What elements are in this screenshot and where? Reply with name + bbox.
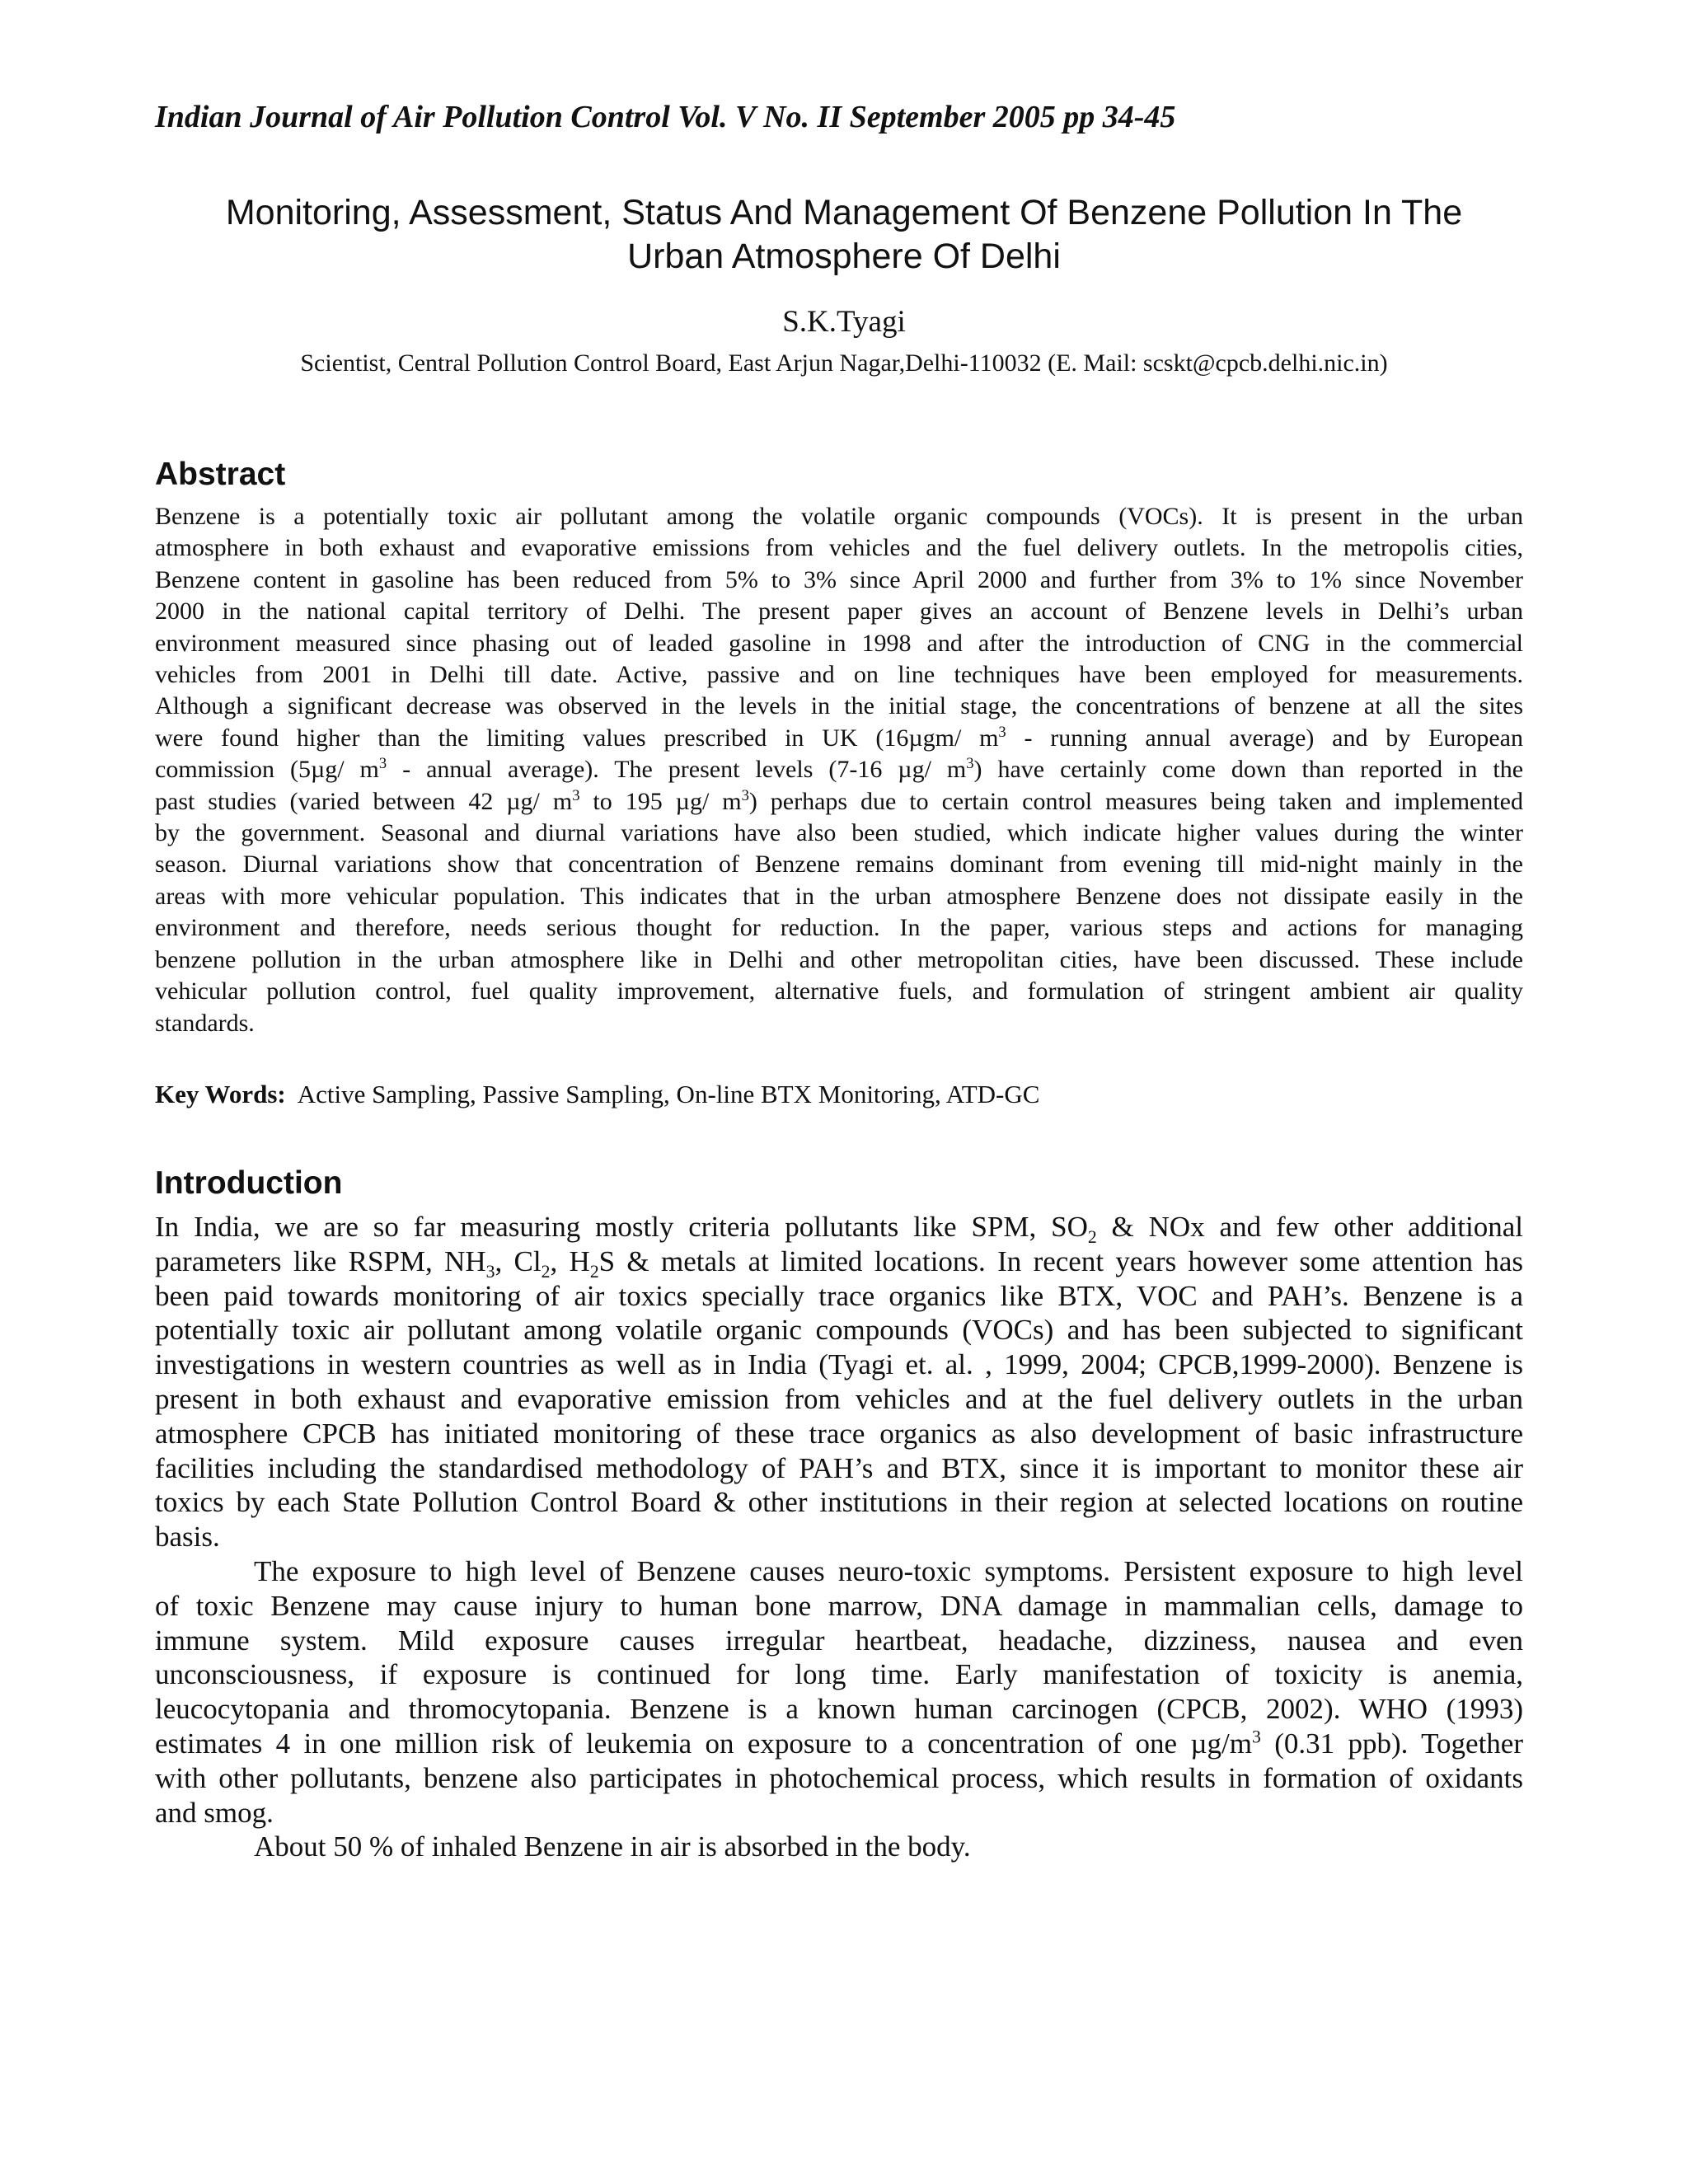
- intro-line: estimates 4 in one million risk of leukemia on exposure to a concentration of one $\mu g/m^3$ (0.31 ppb). Together: [155, 1727, 1524, 1760]
- title-line-2: Urban Atmosphere Of Delhi: [627, 237, 1061, 276]
- abstract-line: areas with more vehicular population. This indicates that in the urban atmosphere Benzene does not dissipate easily in the: [155, 882, 1523, 910]
- keywords-text: Active Sampling, Passive Sampling, On-line BTX Monitoring, ATD-GC: [297, 1080, 1040, 1108]
- intro-line: About 50 % of inhaled Benzene in air is absorbed in the body.: [254, 1830, 971, 1863]
- abstract-line: benzene pollution in the urban atmosphere like in Delhi and other metropolitan cities, have been discussed. These include: [155, 945, 1523, 973]
- abstract-line: standards.: [155, 1009, 255, 1037]
- intro-line: The exposure to high level of Benzene causes neuro-toxic symptoms. Persistent exposure to high level: [254, 1554, 1523, 1587]
- paper-title: [124, 191, 1564, 279]
- abstract-line: environment and therefore, needs serious thought for reduction. In the paper, various steps and actions for managing: [155, 914, 1523, 942]
- intro-line: potentially toxic air pollutant among volatile organic compounds (VOCs) and has been subjected to significant: [155, 1314, 1523, 1347]
- intro-line: leucocytopania and thromocytopania. Benzene is a known human carcinogen (CPCB, 2002). WHO (1993): [155, 1693, 1523, 1726]
- abstract-line: environment measured since phasing out of leaded gasoline in 1998 and after the introduction of CNG in the commercial: [155, 629, 1523, 657]
- abstract-line: vehicular pollution control, fuel quality improvement, alternative fuels, and formulation of stringent ambient air quality: [155, 977, 1523, 1005]
- intro-line: toxics by each State Pollution Control Board & other institutions in their region at selected locations on routine: [155, 1486, 1523, 1519]
- intro-line: unconsciousness, if exposure is continued for long time. Early manifestation of toxicity is anemia,: [155, 1658, 1523, 1691]
- introduction-body: [155, 1210, 1523, 1864]
- abstract-line: Benzene content in gasoline has been reduced from 5% to 3% since April 2000 and further from 3% to 1% since November: [155, 565, 1523, 593]
- title-line-1: Monitoring, Assessment, Status And Management Of Benzene Pollution In The: [225, 193, 1463, 232]
- intro-line: of toxic Benzene may cause injury to human bone marrow, DNA damage in mammalian cells, damage to: [155, 1589, 1523, 1622]
- intro-line: parameters like RSPM, $NH_3$, $Cl_2$, $H_2S$ & metals at limited locations. In recent years however some attention has: [155, 1244, 1523, 1282]
- journal-header: Indian Journal of Air Pollution Control Vol. V No. II September 2005 pp 34-45: [155, 100, 1176, 134]
- abstract-line: season. Diurnal variations show that concentration of Benzene remains dominant from evening till mid-night mainly in the: [155, 851, 1523, 879]
- abstract-line: Although a significant decrease was observed in the levels in the initial stage, the concentrations of benzene at all the sites: [155, 692, 1523, 720]
- intro-line: investigations in western countries as well as in India (Tyagi et. al. , 1999, 2004; CPCB,1999-2000). Benzene is: [155, 1348, 1523, 1381]
- keywords: [155, 1078, 1039, 1111]
- abstract-line: by the government. Seasonal and diurnal variations have also been studied, which indicate higher values during the winter: [155, 819, 1523, 847]
- abstract-line: atmosphere in both exhaust and evaporative emissions from vehicles and the fuel delivery outlets. In the metropolis cities,: [155, 534, 1523, 562]
- intro-line: In India, we are so far measuring mostly criteria pollutants like SPM, $SO_2$ & NOx and few other additional: [155, 1211, 1524, 1247]
- abstract-body: [155, 501, 1523, 1039]
- intro-line: with other pollutants, benzene also participates in photochemical process, which results in formation of oxidants: [155, 1761, 1523, 1794]
- intro-line: atmosphere CPCB has initiated monitoring of these trace organics as also development of basic infrastructure: [155, 1417, 1523, 1450]
- abstract-line: vehicles from 2001 in Delhi till date. Active, passive and on line techniques have been employed for measurements.: [155, 661, 1523, 689]
- author-name: S.K.Tyagi: [782, 305, 906, 339]
- intro-line: immune system. Mild exposure causes irregular heartbeat, headache, dizziness, nausea and even: [155, 1624, 1523, 1657]
- intro-line: been paid towards monitoring of air toxics specially trace organics like BTX, VOC and PAH’s. Benzene is a: [155, 1279, 1523, 1312]
- intro-line: and smog.: [155, 1796, 274, 1829]
- intro-line: basis.: [155, 1521, 220, 1554]
- abstract-line: 2000 in the national capital territory of Delhi. The present paper gives an account of Benzene levels in Delhi’s urban: [155, 598, 1523, 626]
- abstract-line: commission (5µg/ $m^3$ - annual average). The present levels (7-16 µg/ $m^3$) have certainly come down than reported in the: [155, 755, 1524, 784]
- abstract-heading: Abstract: [155, 457, 286, 492]
- abstract-line: past studies (varied between 42 µg/ $m^3$ to 195 µg/ $m^3$) perhaps due to certain control measures being taken and implemented: [155, 786, 1523, 815]
- intro-line: present in both exhaust and evaporative emission from vehicles and at the fuel delivery outlets in the urban: [155, 1382, 1523, 1415]
- abstract-line: Benzene is a potentially toxic air pollutant among the volatile organic compounds (VOCs). It is present in the urban: [155, 503, 1523, 530]
- intro-line: facilities including the standardised methodology of PAH’s and BTX, since it is important to monitor these air: [155, 1451, 1523, 1484]
- keywords-label: Key Words:: [155, 1080, 286, 1108]
- abstract-line: were found higher than the limiting values prescribed in UK (16µgm/ $m^3$ - running annual average) and by European: [155, 723, 1523, 752]
- author-affiliation: Scientist, Central Pollution Control Board, East Arjun Nagar,Delhi-110032 (E. Mail: scskt@cpcb.delhi.nic.in): [300, 349, 1388, 377]
- introduction-heading: Introduction: [155, 1165, 343, 1201]
